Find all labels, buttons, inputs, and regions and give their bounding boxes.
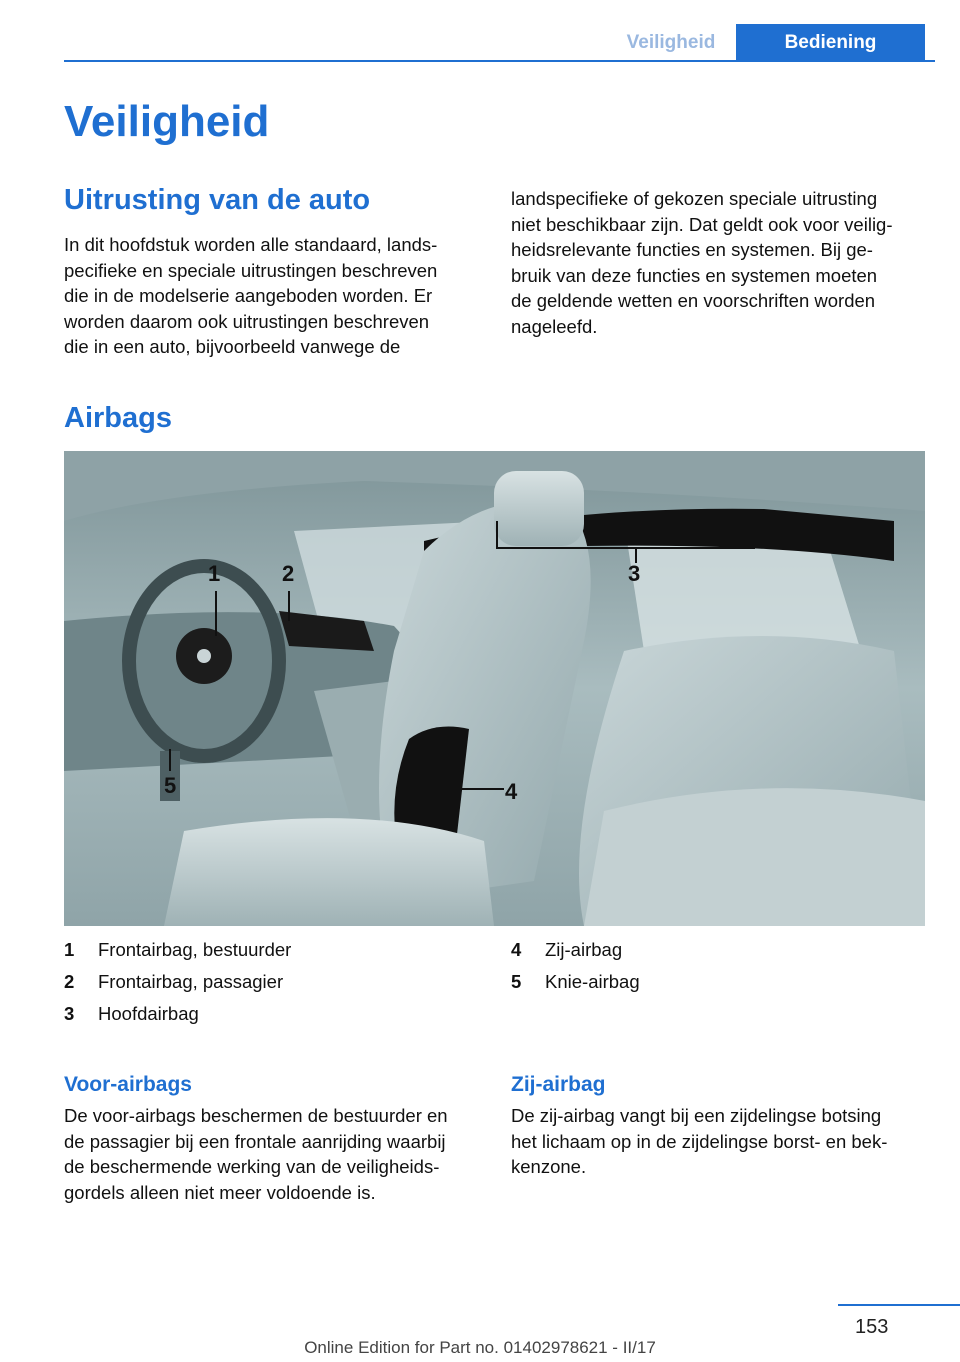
intro-text-col2 (511, 186, 929, 339)
legend-label: Knie-airbag (545, 971, 640, 992)
zij-airbag-title: Zij-airbag (511, 1073, 606, 1096)
intro-text-col1 (64, 232, 482, 360)
text-line: De voor-airbags beschermen de bestuurder en (64, 1105, 448, 1126)
legend-item (64, 966, 291, 998)
legend-number: 1 (64, 939, 75, 960)
text-line: kenzone. (511, 1156, 587, 1177)
text-line: pecifieke en speciale uitrustingen beschreven (64, 259, 438, 281)
zij-airbag-text (511, 1103, 929, 1180)
legend-number: 3 (64, 1003, 75, 1024)
chapter-title: Veiligheid (64, 97, 270, 146)
callout-2: 2 (282, 561, 295, 586)
headrest (494, 471, 584, 546)
legend-item (64, 934, 291, 966)
text-line: niet beschikbaar zijn. Dat geldt ook voor veilig‐ (511, 213, 893, 235)
legend-number: 2 (64, 971, 75, 992)
text-line: het lichaam op in de zijdelingse borst- en bek‐ (511, 1130, 888, 1152)
text-line: worden daarom ook uitrustingen beschreven (64, 310, 430, 332)
section-title: Uitrusting van de auto (64, 184, 371, 216)
tab-bediening[interactable]: Bediening (736, 24, 925, 62)
callout-3: 3 (628, 561, 641, 586)
header-nav (0, 24, 960, 62)
front-seat-cushion (164, 818, 494, 926)
callout-4: 4 (505, 779, 518, 804)
legend-label: Zij-airbag (545, 939, 623, 960)
voor-airbags-text (64, 1103, 484, 1205)
text-line: die in een auto, bijvoorbeeld vanwege de (64, 336, 401, 357)
page-number: 153 (855, 1316, 889, 1338)
legend-label: Hoofdairbag (98, 1003, 199, 1024)
callout-1: 1 (208, 561, 221, 586)
legend-item (511, 966, 640, 998)
legend-number: 5 (511, 971, 522, 992)
legend-label: Frontairbag, bestuurder (98, 939, 292, 960)
header-rule (64, 60, 935, 62)
legend-item (511, 934, 640, 966)
text-line: de beschermende werking van de veiligheids‐ (64, 1156, 440, 1177)
legend-label: Frontairbag, passagier (98, 971, 284, 992)
edition-note: Online Edition for Part no. 01402978621 - II/17 (304, 1338, 656, 1357)
text-line: die in de modelserie aangeboden worden. Er (64, 285, 433, 306)
text-line: In dit hoofdstuk worden alle standaard, lands‐ (64, 234, 438, 255)
airbags-title: Airbags (64, 402, 172, 434)
legend-col1 (64, 934, 291, 1030)
text-line: de geldende wetten en voorschriften worden (511, 290, 876, 311)
text-line: de passagier bij een frontale aanrijding waarbij (64, 1130, 446, 1152)
legend-col2 (511, 934, 640, 998)
text-line: De zij-airbag vangt bij een zijdelingse botsing (511, 1105, 882, 1126)
voor-airbags-title: Voor-airbags (64, 1073, 192, 1096)
text-line: heidsrelevante functies en systemen. Bij ge‐ (511, 239, 873, 260)
rear-seat-cushion (584, 788, 925, 926)
legend-number: 4 (511, 939, 522, 960)
tab-veiligheid[interactable]: Veiligheid (626, 32, 716, 53)
legend-item (64, 998, 291, 1030)
text-line: bruik van deze functies en systemen moeten (511, 264, 878, 286)
footer-rule (838, 1304, 960, 1306)
airbag-illustration (64, 451, 925, 926)
callout-5: 5 (164, 773, 177, 798)
text-line: landspecifieke of gekozen speciale uitrusting (511, 188, 878, 209)
text-line: gordels alleen niet meer voldoende is. (64, 1181, 376, 1203)
text-line: nageleefd. (511, 315, 598, 337)
steering-logo (197, 649, 211, 663)
